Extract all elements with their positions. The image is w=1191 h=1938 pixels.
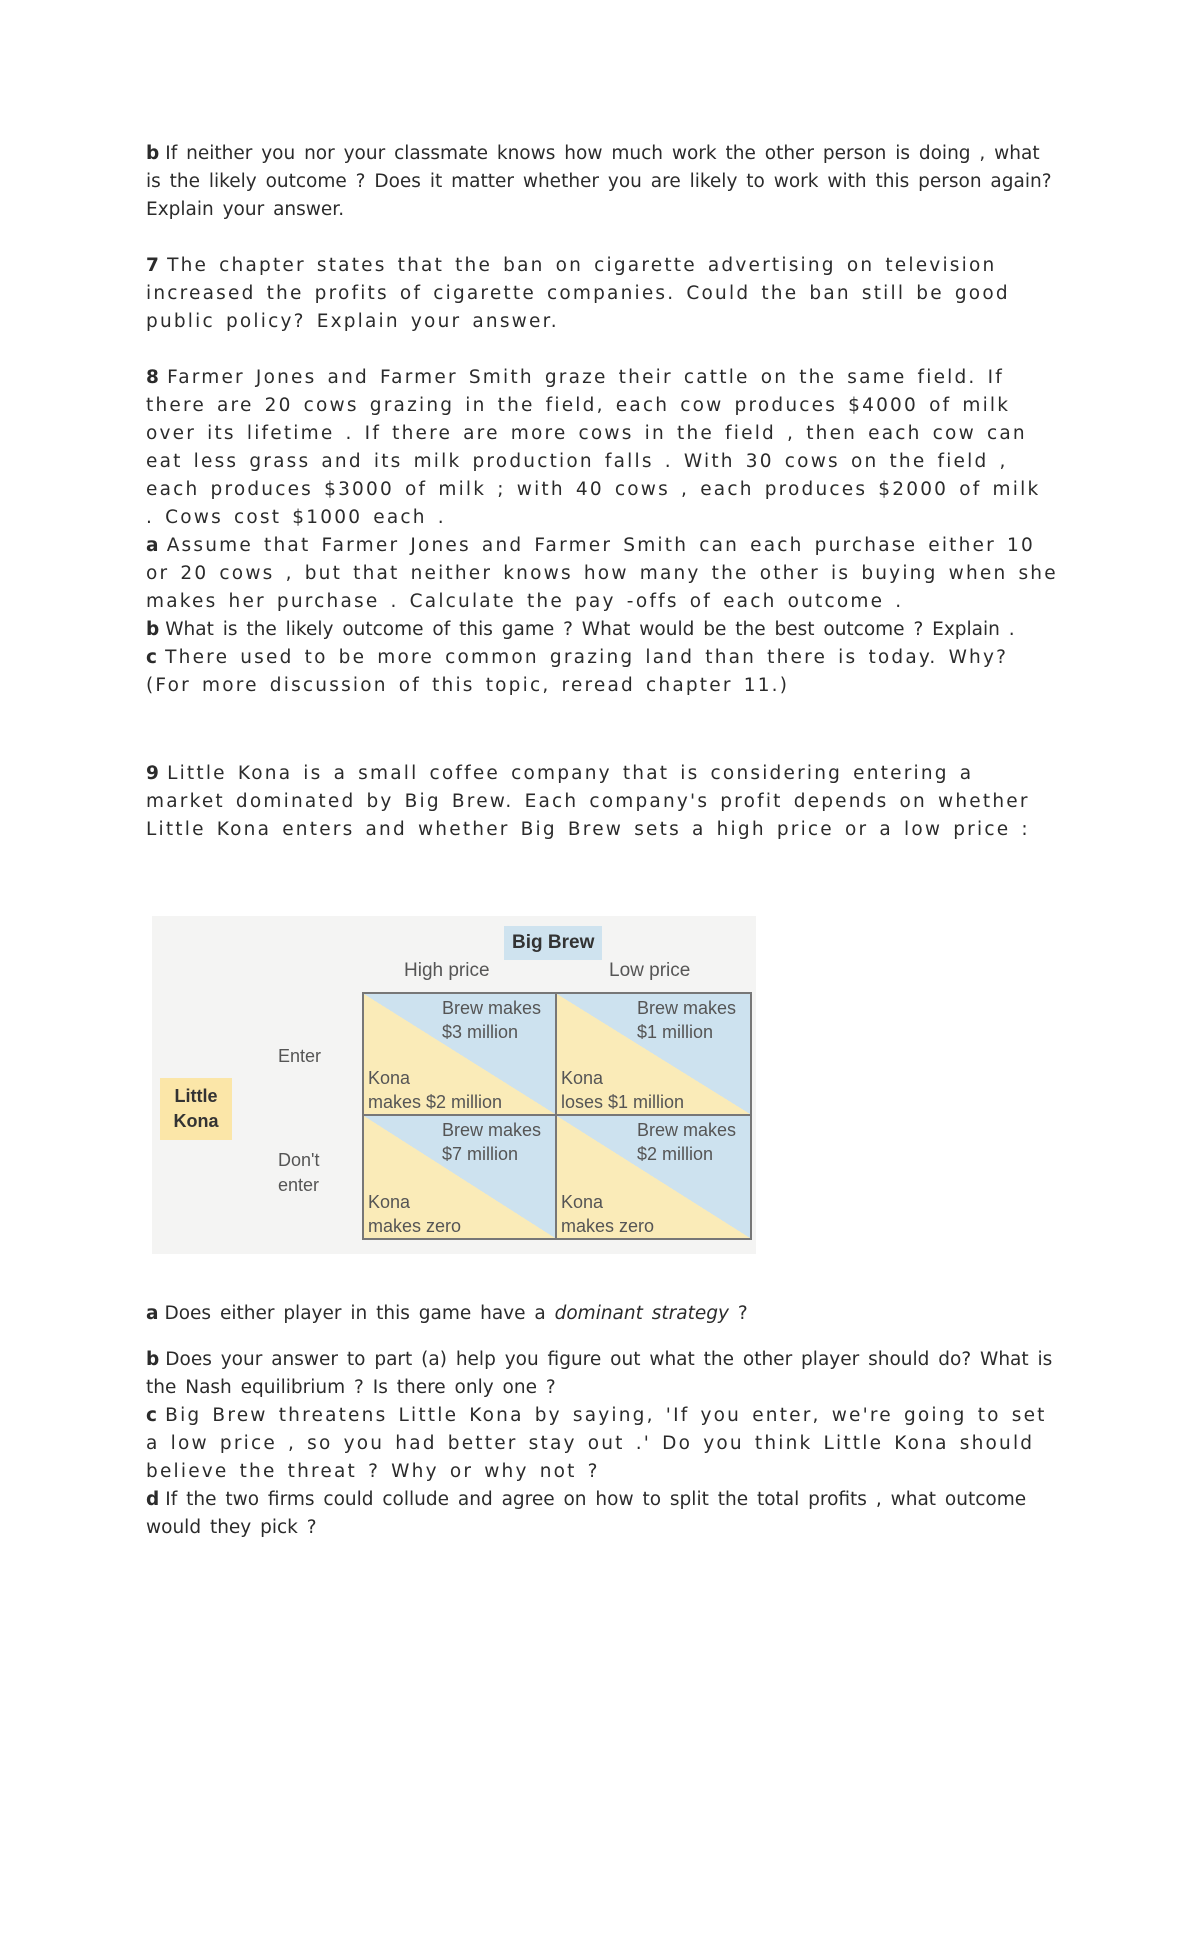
brew-payoff: Brew makes $7 million xyxy=(441,1120,541,1164)
kona-payoff: Kona makes zero xyxy=(368,1192,462,1236)
part-a-end: ? xyxy=(737,1303,748,1324)
cell-dont-enter-high xyxy=(364,1116,557,1238)
part-c-text: Big Brew threatens Little Kona by saying, 'If you enter, we're going to set a low price , so you had better stay out .' Do you think Little Kona should believe the threat ? Why or why not ? xyxy=(146,1405,1047,1482)
part-label: a xyxy=(146,1303,159,1324)
kona-payoff: Kona makes zero xyxy=(561,1192,655,1236)
question-number: 7 xyxy=(146,255,162,276)
question-9 xyxy=(146,760,1058,844)
brew-payoff: Brew makes $1 million xyxy=(636,998,736,1042)
row-header-line2: enter xyxy=(278,1175,320,1195)
cell-enter-high xyxy=(364,994,557,1116)
brew-payoff: Brew makes $2 million xyxy=(636,1120,736,1164)
row-header-dont-enter xyxy=(278,1148,319,1198)
question-6b xyxy=(146,140,1058,224)
part-label: a xyxy=(146,535,161,556)
question-9-parts xyxy=(146,1346,1058,1542)
row-player-label xyxy=(160,1078,232,1140)
kona-payoff: Kona makes $2 million xyxy=(368,1068,503,1112)
brew-payoff: Brew makes $3 million xyxy=(441,998,541,1042)
part-d-text: If the two firms could collude and agree on how to split the total profits , what outcome would they pick ? xyxy=(146,1489,1027,1538)
part-label: c xyxy=(146,647,160,668)
cell-dont-enter-low xyxy=(557,1116,750,1238)
payoff-matrix xyxy=(152,916,756,1254)
cell-enter-low xyxy=(557,994,750,1116)
matrix-grid xyxy=(362,992,752,1240)
part-label: d xyxy=(146,1489,160,1510)
part-b-text: Does your answer to part (a) help you figure out what the other player should do? What is the Nash equilibrium ? Is there only one ? xyxy=(146,1349,1053,1398)
column-header-high-price: High price xyxy=(404,960,490,981)
question-number: 9 xyxy=(146,763,162,784)
row-player-line2: Kona xyxy=(173,1111,219,1131)
question-text: The chapter states that the ban on cigarette advertising on television increased the profits of cigarette companies. Could the ban still be good public policy? Explain your answer. xyxy=(146,255,1010,332)
question-7 xyxy=(146,252,1058,336)
column-player-label: Big Brew xyxy=(504,926,602,960)
question-text: If neither you nor your classmate knows how much work the other person is doing , what is the likely outcome ? Does it matter whether you are likely to work with this person again? Explain your answer. xyxy=(146,143,1052,220)
question-text: Farmer Jones and Farmer Smith graze their cattle on the same field. If there are 20 cows grazing in the field, each cow produces $4000 of milk over its lifetime . If there are more cows in the field , then each cow can eat less grass and its milk production falls . With 30 cows on the field , each produces $3000 of milk ; with 40 cows , each produces $2000 of milk . Cows cost $1000 each . xyxy=(146,367,1041,528)
part-a-text: Does either player in this game have a xyxy=(164,1303,546,1324)
part-a-text: Assume that Farmer Jones and Farmer Smith can each purchase either 10 or 20 cows , but that neither knows how many the other is buying when she makes her purchase . Calculate the pay -offs of each outcome . xyxy=(146,535,1058,612)
row-header-enter: Enter xyxy=(278,1046,322,1066)
row-header-line1: Don't xyxy=(278,1150,320,1170)
question-number: 8 xyxy=(146,367,162,388)
column-header-low-price: Low price xyxy=(609,960,691,981)
row-player-line1: Little xyxy=(174,1086,218,1106)
part-c-text: There used to be more common grazing land than there is today. Why? (For more discussion of this topic, reread chapter 11.) xyxy=(146,647,1009,696)
emphasis-text: dominant strategy xyxy=(554,1303,729,1324)
question-text: Little Kona is a small coffee company that is considering entering a market dominated by Big Brew. Each company's profit depends on whether Little Kona enters and whether Big Brew sets a high price or a low price : xyxy=(146,763,1030,840)
part-label: b xyxy=(146,1349,160,1370)
part-label: c xyxy=(146,1405,160,1426)
part-label: b xyxy=(146,143,160,164)
kona-payoff: Kona loses $1 million xyxy=(561,1068,685,1112)
question-9-part-a xyxy=(146,1300,1058,1328)
part-label: b xyxy=(146,619,160,640)
question-8 xyxy=(146,364,1058,700)
part-b-text: What is the likely outcome of this game ? What would be the best outcome ? Explain . xyxy=(165,619,1015,640)
